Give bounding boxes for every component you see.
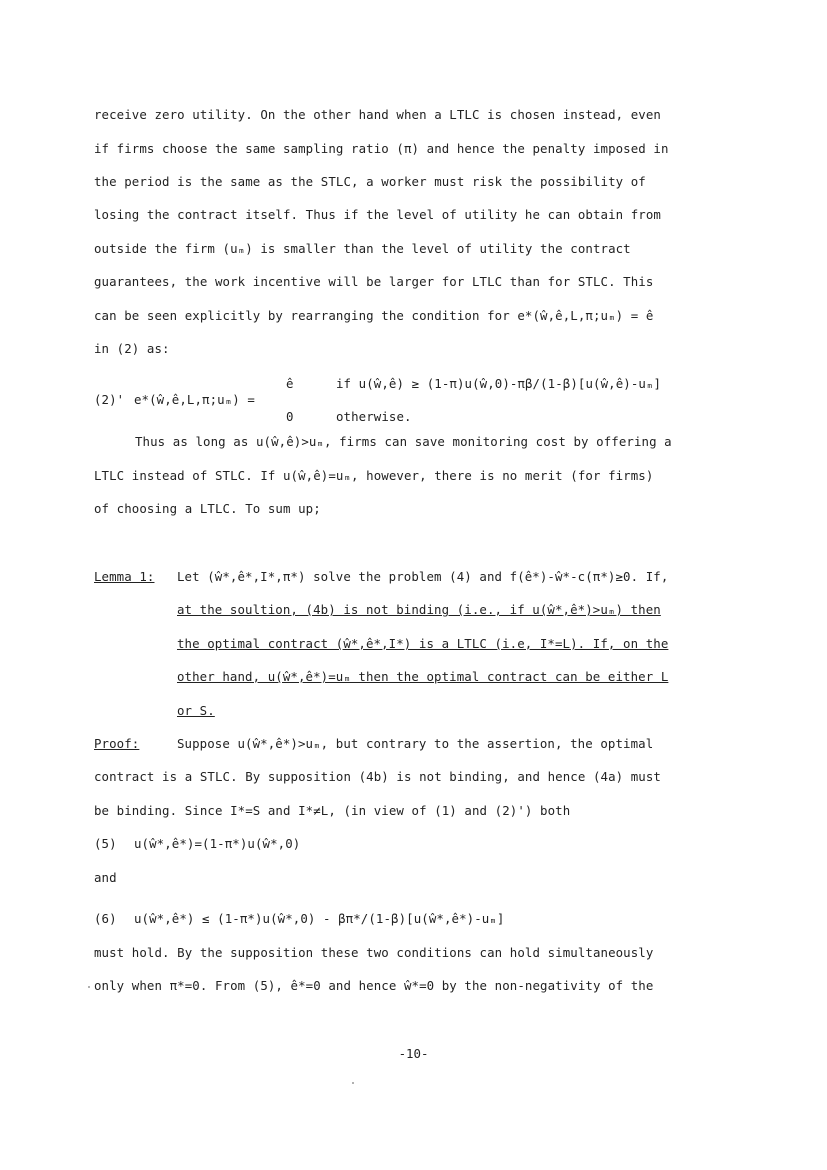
equation-label: (6) xyxy=(94,911,117,926)
equation-label: (2)' xyxy=(94,392,125,407)
case-value: 0 xyxy=(286,409,294,424)
equation-body: u(ŵ*,ê*)=(1-π*)u(ŵ*,0) xyxy=(134,836,301,851)
text-line: receive zero utility. On the other hand when a LTLC is chosen instead, even xyxy=(94,107,661,122)
lemma-line: the optimal contract (ŵ*,ê*,I*) is a LTLC (i.e, I*=L). If, on the xyxy=(177,636,669,651)
scan-speck xyxy=(88,986,90,988)
proof-title: Proof: xyxy=(94,736,140,751)
text-line: only when π*=0. From (5), ê*=0 and hence ŵ*=0 by the non-negativity of the xyxy=(94,978,654,993)
equation-lhs: e*(ŵ,ê,L,π;uₘ) = xyxy=(134,392,255,407)
page-number: -10- xyxy=(398,1046,429,1061)
lemma-line: other hand, u(ŵ*,ê*)=uₘ then the optimal contract can be either L xyxy=(177,669,669,684)
text-line: in (2) as: xyxy=(94,341,170,356)
text-line: guarantees, the work incentive will be larger for LTLC than for STLC. This xyxy=(94,274,654,289)
text-line: LTLC instead of STLC. If u(ŵ,ê)=uₘ, however, there is no merit (for firms) xyxy=(94,468,654,483)
scan-speck xyxy=(352,1082,354,1084)
text-line: losing the contract itself. Thus if the level of utility he can obtain from xyxy=(94,207,661,222)
text-line: contract is a STLC. By supposition (4b) is not binding, and hence (4a) must xyxy=(94,769,661,784)
text-line: the period is the same as the STLC, a worker must risk the possibility of xyxy=(94,174,646,189)
text-line: of choosing a LTLC. To sum up; xyxy=(94,501,321,516)
text-line: be binding. Since I*=S and I*≠L, (in view of (1) and (2)') both xyxy=(94,803,571,818)
text-line: can be seen explicitly by rearranging the condition for e*(ŵ,ê,L,π;uₘ) = ê xyxy=(94,308,654,323)
proof-line: Suppose u(ŵ*,ê*)>uₘ, but contrary to the assertion, the optimal xyxy=(177,736,654,751)
text-line: outside the firm (uₘ) is smaller than the level of utility the contract xyxy=(94,241,631,256)
lemma-title: Lemma 1: xyxy=(94,569,155,584)
text-line: must hold. By the supposition these two conditions can hold simultaneously xyxy=(94,945,654,960)
case-value: ê xyxy=(286,376,294,391)
equation-body: u(ŵ*,ê*) ≤ (1-π*)u(ŵ*,0) - βπ*/(1-β)[u(ŵ*,ê*)-uₘ] xyxy=(134,911,505,926)
lemma-line: at the soultion, (4b) is not binding (i.e., if u(ŵ*,ê*)>uₘ) then xyxy=(177,602,661,617)
case-condition: if u(ŵ,ê) ≥ (1-π)u(ŵ,0)-πβ/(1-β)[u(ŵ,ê)-uₘ] xyxy=(336,376,662,391)
lemma-line: Let (ŵ*,ê*,I*,π*) solve the problem (4) and f(ê*)-ŵ*-c(π*)≥0. If, xyxy=(177,569,669,584)
text-line: if firms choose the same sampling ratio (π) and hence the penalty imposed in xyxy=(94,141,669,156)
case-condition: otherwise. xyxy=(336,409,412,424)
text-line: and xyxy=(94,870,117,885)
equation-label: (5) xyxy=(94,836,117,851)
lemma-line: or S. xyxy=(177,703,215,718)
text-line: Thus as long as u(ŵ,ê)>uₘ, firms can save monitoring cost by offering a xyxy=(135,434,672,449)
